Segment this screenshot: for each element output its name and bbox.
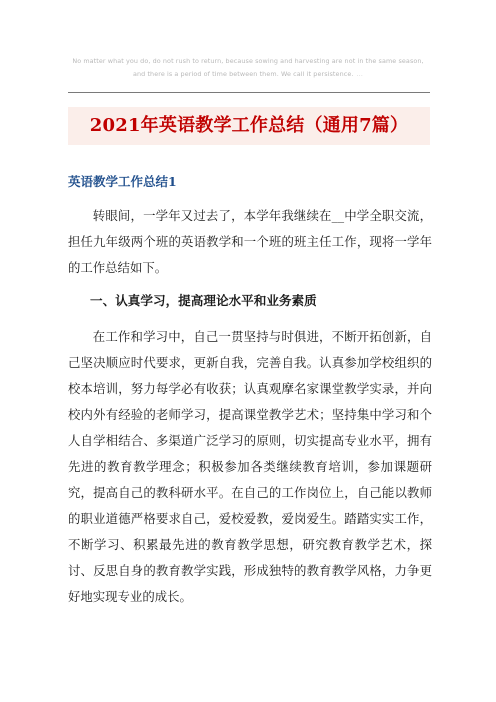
header-watermark-note	[68, 55, 428, 81]
document-title: 2021年英语教学工作总结（通用7篇）	[89, 115, 409, 136]
title-banner	[68, 107, 430, 145]
header-note-tag: …	[356, 70, 363, 78]
header-divider	[68, 92, 430, 93]
section-title: 英语教学工作总结1	[68, 174, 177, 189]
subheading-1: 一、认真学习，提高理论水平和业务素质	[90, 293, 317, 308]
header-note-text: No matter what you do, do not rush to return, because sowing and harvesting are not in the same season, and there is a period of time between them. We call it persistence.	[72, 57, 424, 78]
paragraph-intro: 转眼间，一学年又过去了，本学年我继续在__中学全职交流，担任九年级两个班的英语教学和一个班的班主任工作，现将一学年的工作总结如下。	[68, 208, 432, 275]
paragraph-body: 在工作和学习中，自己一贯坚持与时俱进，不断开拓创新，自己坚决顺应时代要求，更新自我，完善自我。认真参加学校组织的校本培训，努力每学必有收获；认真观摩名家课堂教学实录，并向校内外有经验的老师学习，提高课堂教学艺术；坚持集中学习和个人自学相结合、多渠道广泛学习的原则，切实提高专业水平，拥有先进的教育教学理念；积极参加各类继续教育培训，参加课题研究，提高自己的教科研水平。在自己的工作岗位上，自己能以教师的职业道德严格要求自己，爱校爱教，爱岗爱生。踏踏实实工作，不断学习、积累最先进的教育教学思想，研究教育教学艺术，探讨、反思自身的教育教学实践，形成独特的教育教学风格，力争更好地实现专业的成长。	[68, 329, 432, 604]
